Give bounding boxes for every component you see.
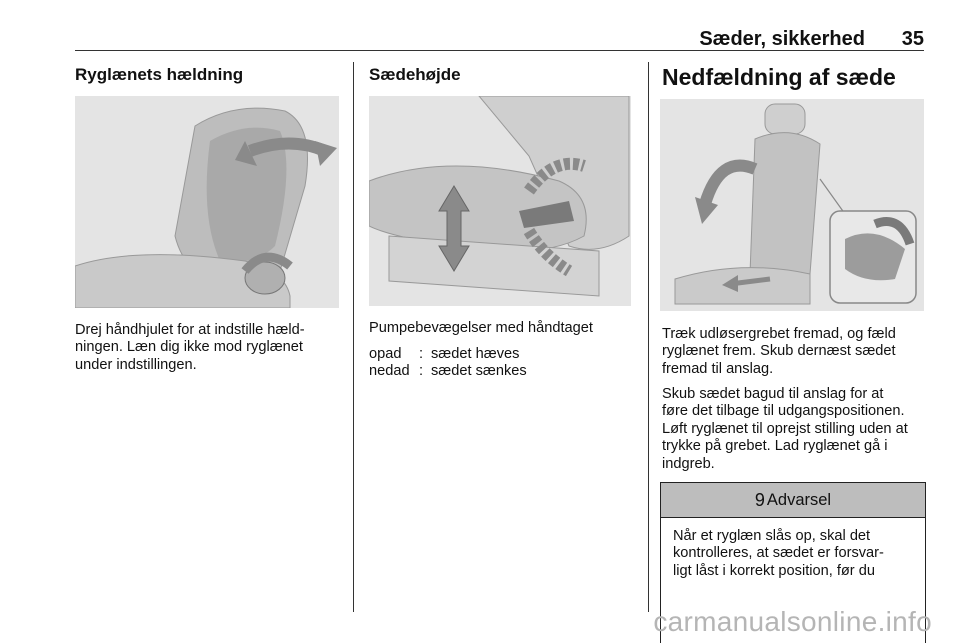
legend-sep: :	[419, 363, 424, 380]
fold-para2-line-4: trykke på grebet. Lad ryglænet gå i	[662, 438, 888, 455]
backrest-line-2: ningen. Læn dig ikke mod ryglænet	[75, 339, 303, 356]
column-divider-1	[353, 62, 354, 612]
fold-seat-figure	[660, 99, 924, 311]
legend-sep: :	[419, 346, 424, 362]
legend-value: sædet hæves	[431, 346, 520, 362]
fold-para1-line-1: Træk udløsergrebet fremad, og fæld	[662, 326, 896, 342]
legend-key: opad	[369, 346, 402, 362]
column-divider-2	[648, 62, 649, 612]
legend-row-up	[369, 346, 527, 363]
backrest-heading: Ryglænets hældning	[75, 65, 244, 84]
backrest-recline-figure	[75, 96, 339, 308]
running-header: Sæder, sikkerhed	[699, 28, 865, 50]
backrest-line-1: Drej håndhjulet for at indstille hæld-	[75, 322, 305, 338]
backrest-line-3: under indstillingen.	[75, 356, 197, 373]
fold-para2-line-3: Løft ryglænet til oprejst stilling uden at	[662, 420, 908, 437]
seat-height-heading: Sædehøjde	[369, 65, 461, 84]
fold-para2-line-1: Skub sædet bagud til anslag for at	[662, 386, 884, 402]
fold-seat-heading: Nedfældning af sæde	[662, 64, 896, 90]
header-rule	[75, 50, 924, 51]
warning-line-1: Når et ryglæn slås op, skal det	[673, 528, 871, 544]
seat-height-legend	[369, 346, 527, 381]
warning-body	[661, 518, 925, 590]
watermark: carmanualsonline.info	[653, 606, 932, 637]
fold-para2-line-2: føre det tilbage til udgangspositionen.	[662, 403, 905, 420]
warning-line-2: kontrolleres, at sædet er forsvar-	[673, 545, 884, 562]
legend-value: sædet sænkes	[431, 363, 527, 380]
fold-para1-line-3: fremad til anslag.	[662, 360, 774, 377]
seat-height-figure	[369, 96, 631, 306]
warning-title: Advarsel	[766, 490, 832, 509]
warning-header	[661, 483, 925, 518]
fold-para2-line-5: indgreb.	[662, 455, 715, 472]
legend-key: nedad	[369, 363, 410, 380]
legend-row-down	[369, 363, 527, 380]
warning-triangle-icon: 9	[754, 489, 765, 510]
seat-height-intro: Pumpebevægelser med håndtaget	[369, 320, 593, 336]
page-number: 35	[901, 28, 924, 50]
fold-para1-line-2: ryglænet frem. Skub dernæst sædet	[662, 343, 896, 360]
warning-line-3: ligt låst i korrekt position, før du	[673, 562, 875, 579]
